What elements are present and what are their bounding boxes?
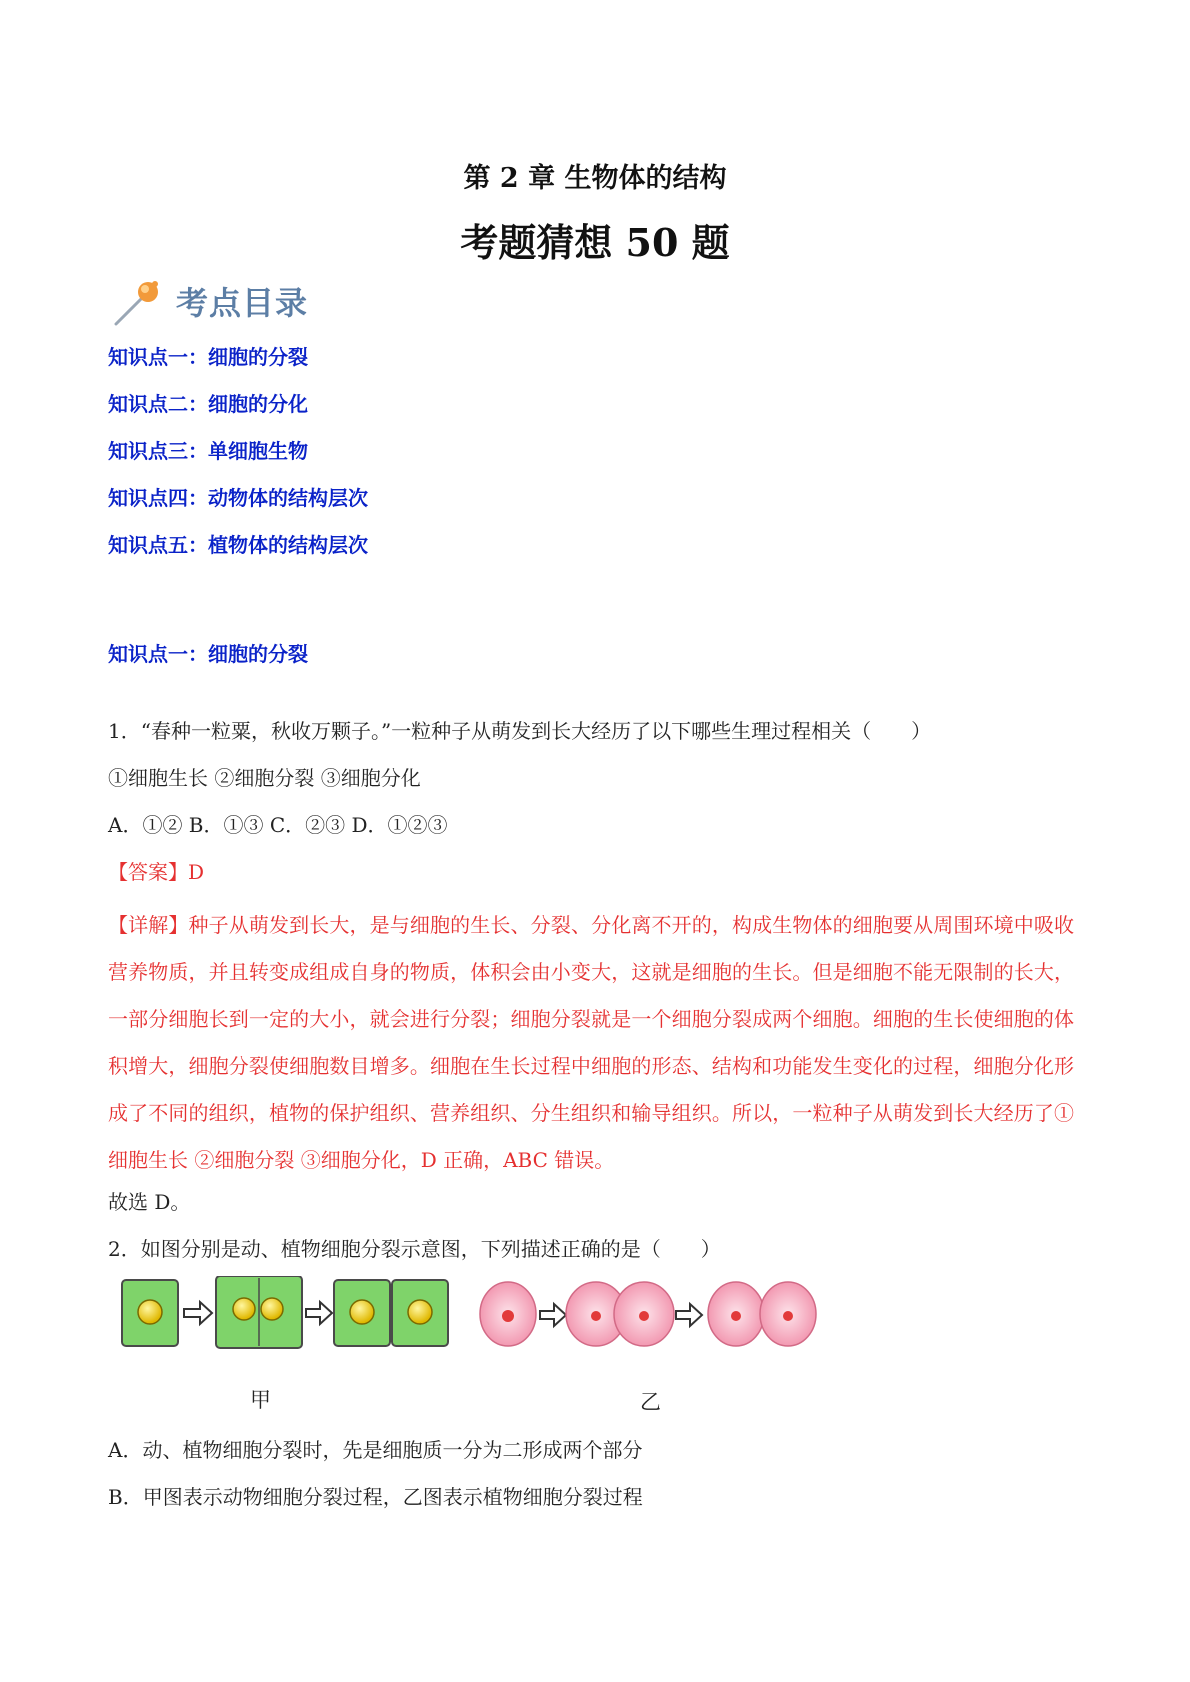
detail-text: 种子从萌发到长大，是与细胞的生长、分裂、分化离不开的，构成生物体的细胞要从周围环境中吸收营养物质，并且转变成组成自身的物质，体积会由小变大，这就是细胞的生长。但是细胞不能无限制的长大，一部分细胞长到一定的大小，就会进行分裂；细胞分裂就是一个细胞分裂成两个细胞。细胞的生长使细胞的体积增大，细胞分裂使细胞数目增多。细胞在生长过程中细胞的形态、结构和功能发生变化的过程，细胞分化形成了不同的组织，植物的保护组织、营养组织、分生组织和输导组织。所以，一粒种子从萌发到长大经历了①细胞生长 ②细胞分裂 ③细胞分化，D 正确，ABC 错误。 — [108, 913, 1075, 1172]
animal-cell-1 — [480, 1282, 536, 1346]
chapter-title: 第 2 章 生物体的结构 — [463, 163, 727, 194]
toc-item-2[interactable]: 知识点二：细胞的分化 — [108, 392, 308, 416]
toc-item-4[interactable]: 知识点四：动物体的结构层次 — [108, 486, 368, 510]
toc-heading — [112, 272, 432, 334]
question-1-answer — [108, 856, 204, 885]
detail-tag: 【详解】 — [108, 913, 189, 937]
arrow-icon — [184, 1302, 212, 1324]
answer-value: D — [188, 860, 205, 884]
cell-division-figure — [120, 1276, 840, 1380]
question-2-stem: 2．如图分别是动、植物细胞分裂示意图，下列描述正确的是（ ） — [108, 1237, 721, 1261]
section-heading: 知识点一：细胞的分裂 — [108, 642, 308, 666]
animal-cells-divided — [708, 1282, 816, 1346]
question-1-conclusion: 故选 D。 — [108, 1190, 191, 1214]
arrow-icon — [540, 1304, 566, 1326]
plant-cell-dividing — [216, 1276, 302, 1348]
question-1-choices: A．①② B．①③ C．②③ D．①②③ — [108, 813, 448, 837]
plant-cell-1 — [122, 1280, 178, 1346]
toc-item-5[interactable]: 知识点五：植物体的结构层次 — [108, 533, 368, 557]
cell-division-diagram — [120, 1276, 840, 1376]
question-1-detail — [108, 902, 1074, 1184]
question-2-option-b: B．甲图表示动物细胞分裂过程，乙图表示植物细胞分裂过程 — [108, 1485, 643, 1509]
animal-cell-dividing — [566, 1282, 674, 1346]
arrow-icon — [676, 1304, 702, 1326]
magnifier-pin-icon — [112, 278, 168, 328]
arrow-icon — [306, 1302, 332, 1324]
figure-caption-left: 甲 — [250, 1388, 271, 1412]
toc-item-3[interactable]: 知识点三：单细胞生物 — [108, 439, 308, 463]
question-2-option-a: A．动、植物细胞分裂时，先是细胞质一分为二形成两个部分 — [108, 1438, 643, 1462]
toc-item-1[interactable]: 知识点一：细胞的分裂 — [108, 345, 308, 369]
figure-caption-right: 乙 — [640, 1390, 661, 1414]
question-1-stem: 1．“春种一粒粟，秋收万颗子。”一粒种子从萌发到长大经历了以下哪些生理过程相关（ ） — [108, 719, 932, 743]
toc-heading-label: 考点目录 — [176, 284, 309, 322]
plant-cells-divided — [334, 1280, 448, 1346]
answer-tag: 【答案】 — [108, 860, 188, 884]
page-title: 考题猜想 50 题 — [460, 220, 730, 265]
question-1-options: ①细胞生长 ②细胞分裂 ③细胞分化 — [108, 766, 421, 790]
